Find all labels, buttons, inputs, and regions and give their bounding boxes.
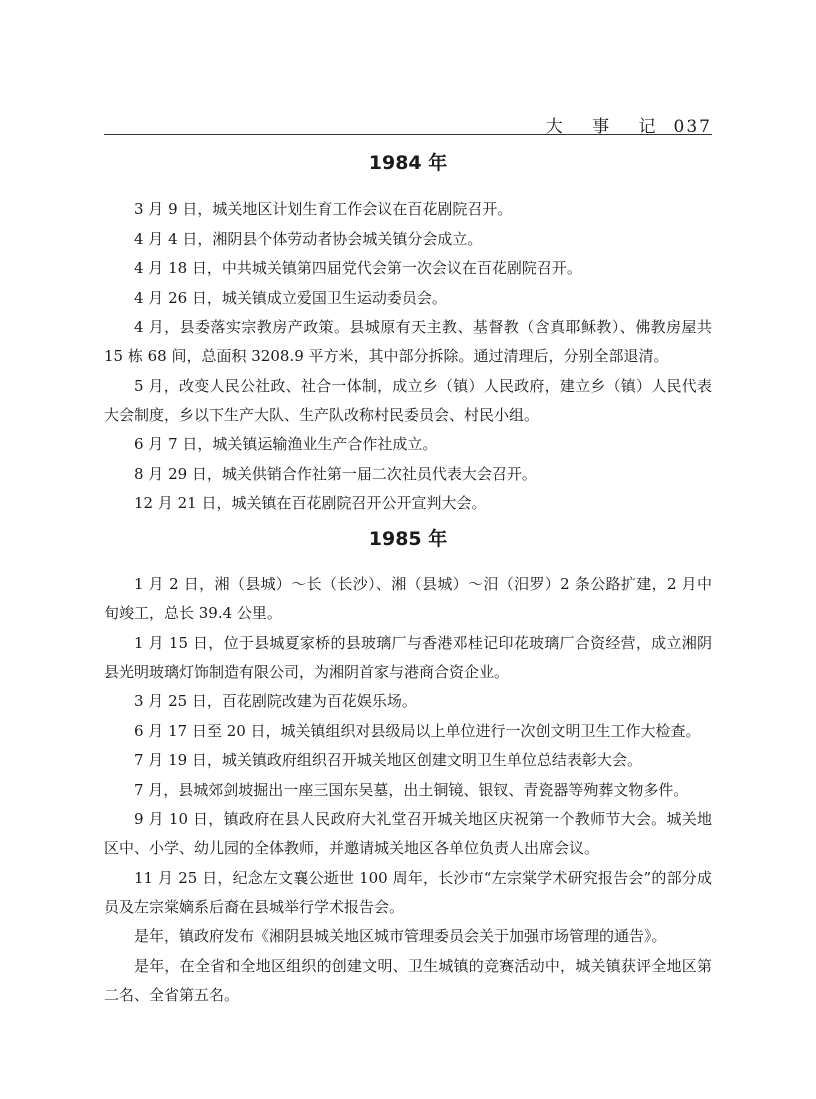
entry: 4 月 26 日，城关镇成立爱国卫生运动委员会。 — [134, 288, 447, 307]
entry: 6 月 17 日至 20 日，城关镇组织对县级局以上单位进行一次创文明卫生工作大检查。 — [134, 721, 701, 740]
section-title: 大 事 记 — [545, 117, 668, 137]
year-heading-1984: 1984 年 — [368, 152, 448, 174]
year-heading-1985: 1985 年 — [368, 528, 448, 550]
entry: 7 月，县城郊剑坡掘出一座三国东吴墓，出土铜镜、银钗、青瓷器等殉葬文物多件。 — [134, 780, 689, 799]
entry: 9 月 10 日，镇政府在县人民政府大礼堂召开城关地区庆祝第一个教师节大会。城关地区中、小学、幼儿园的全体教师，并邀请城关地区各单位负责人出席会议。 — [104, 810, 712, 857]
entry: 7 月 19 日，城关镇政府组织召开城关地区创建文明卫生单位总结表彰大会。 — [134, 751, 642, 769]
entry: 12 月 21 日，城关镇在百花剧院召开公开宣判大会。 — [134, 494, 487, 512]
entry: 5 月，改变人民公社政、社合一体制，成立乡（镇）人民政府，建立乡（镇）人民代表大会制度，乡以下生产大队、生产队改称村民委员会、村民小组。 — [104, 376, 712, 424]
entry: 3 月 9 日，城关地区计划生育工作会议在百花剧院召开。 — [134, 200, 513, 218]
entry: 4 月，县委落实宗教房产政策。县城原有天主教、基督教（含真耶稣教）、佛教房屋共 15 栋 68 间，总面积 3208.9 平方米，其中部分拆除。通过清理后，分别全部退清。 — [104, 318, 712, 365]
entry: 是年，镇政府发布《湘阴县城关地区城市管理委员会关于加强市场管理的通告》。 — [134, 927, 667, 945]
entry: 3 月 25 日，百花剧院改建为百花娱乐场。 — [134, 692, 417, 710]
entry: 4 月 4 日，湘阴县个体劳动者协会城关镇分会成立。 — [134, 229, 483, 248]
entry: 8 月 29 日，城关供销合作社第一届二次社员代表大会召开。 — [134, 464, 537, 483]
entry: 11 月 25 日，纪念左文襄公逝世 100 周年，长沙市“左宗棠学术研究报告会”的部分成员及左宗棠嫡系后裔在县城举行学术报告会。 — [104, 868, 712, 916]
entry: 1 月 2 日，湘（县城）～长（长沙）、湘（县城）～汨（汨罗）2 条公路扩建，2 月中旬竣工，总长 39.4 公里。 — [104, 575, 712, 622]
entries-1985 — [104, 570, 712, 1010]
entry: 1 月 15 日，位于县城夏家桥的县玻璃厂与香港邓桂记印花玻璃厂合资经营，成立湘阴县光明玻璃灯饰制造有限公司，为湘阴首家与港商合资企业。 — [104, 633, 712, 681]
entries-1984 — [104, 195, 712, 518]
page-number: 037 — [673, 117, 712, 137]
header-rule — [104, 134, 712, 135]
entry: 4 月 18 日，中共城关镇第四届党代会第一次会议在百花剧院召开。 — [134, 259, 582, 277]
entry: 是年，在全省和全地区组织的创建文明、卫生城镇的竞赛活动中，城关镇获评全地区第二名、全省第五名。 — [104, 956, 712, 1004]
entry: 6 月 7 日，城关镇运输渔业生产合作社成立。 — [134, 435, 438, 453]
